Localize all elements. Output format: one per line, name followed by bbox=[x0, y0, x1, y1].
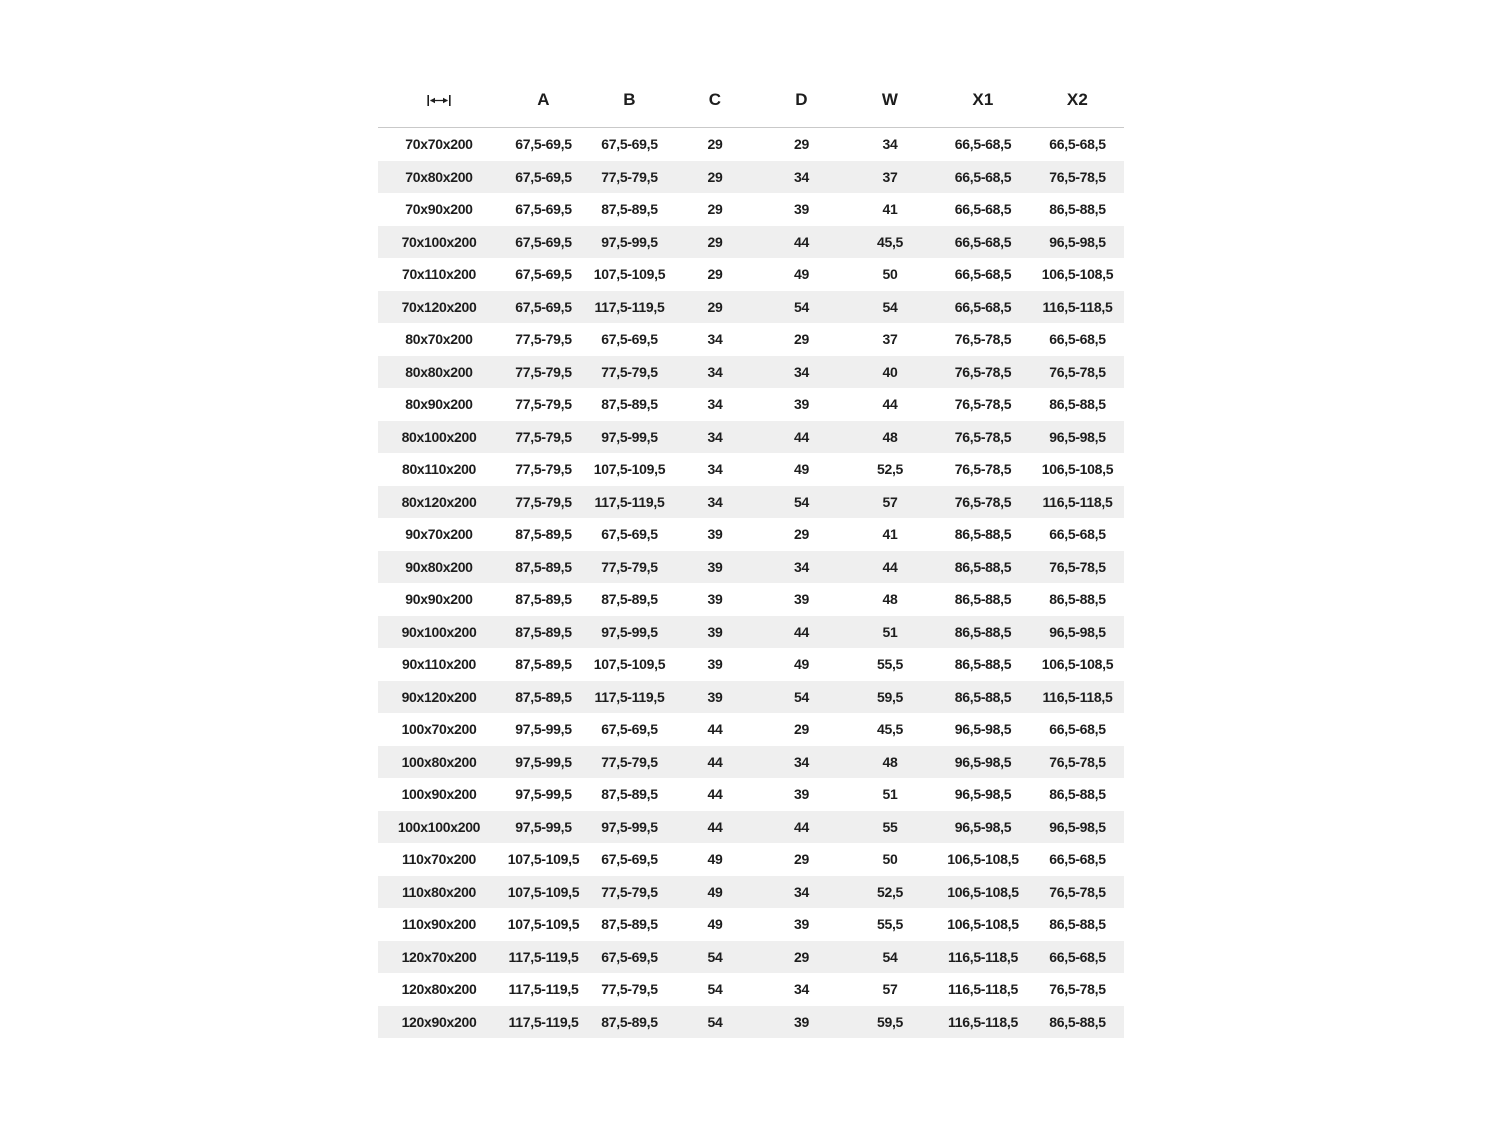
value-cell: 77,5-79,5 bbox=[515, 363, 572, 380]
value-cell: 87,5-89,5 bbox=[515, 688, 572, 705]
value-cell: 34 bbox=[707, 461, 723, 478]
value-cell: 39 bbox=[707, 623, 723, 640]
value-cell: 116,5-118,5 bbox=[1042, 298, 1113, 315]
table-row bbox=[378, 681, 1124, 714]
value-cell: 96,5-98,5 bbox=[1049, 233, 1106, 250]
value-cell: 76,5-78,5 bbox=[954, 493, 1012, 510]
value-cell: 96,5-98,5 bbox=[1049, 428, 1106, 445]
value-cell: 66,5-68,5 bbox=[954, 266, 1012, 283]
value-cell: 34 bbox=[707, 428, 723, 445]
value-cell: 39 bbox=[794, 591, 809, 608]
value-cell: 66,5-68,5 bbox=[954, 201, 1012, 218]
table-row bbox=[378, 161, 1124, 194]
value-cell: 67,5-69,5 bbox=[601, 721, 658, 738]
table-row bbox=[378, 226, 1124, 259]
value-cell: 76,5-78,5 bbox=[1049, 753, 1106, 770]
table-row bbox=[378, 1006, 1124, 1039]
value-cell: 44 bbox=[794, 623, 809, 640]
table-row bbox=[378, 421, 1124, 454]
value-cell: 48 bbox=[882, 753, 898, 770]
value-cell: 77,5-79,5 bbox=[601, 883, 658, 900]
table-row bbox=[378, 908, 1124, 941]
value-cell: 106,5-108,5 bbox=[947, 883, 1019, 900]
value-cell: 87,5-89,5 bbox=[601, 396, 658, 413]
value-cell: 96,5-98,5 bbox=[954, 753, 1012, 770]
value-cell: 48 bbox=[882, 428, 898, 445]
size-cell: 110x70x200 bbox=[401, 851, 477, 868]
column-header-w: W bbox=[881, 90, 899, 109]
value-cell: 107,5-109,5 bbox=[507, 883, 580, 900]
value-cell: 97,5-99,5 bbox=[515, 753, 572, 770]
value-cell: 67,5-69,5 bbox=[515, 136, 572, 153]
table-row bbox=[378, 486, 1124, 519]
value-cell: 86,5-88,5 bbox=[954, 591, 1012, 608]
table-body bbox=[378, 128, 1124, 1038]
size-cell: 70x70x200 bbox=[405, 136, 473, 153]
size-cell: 90x110x200 bbox=[401, 656, 477, 673]
value-cell: 76,5-78,5 bbox=[954, 331, 1012, 348]
value-cell: 67,5-69,5 bbox=[601, 331, 658, 348]
size-cell: 70x90x200 bbox=[405, 201, 473, 218]
value-cell: 76,5-78,5 bbox=[1049, 883, 1106, 900]
value-cell: 96,5-98,5 bbox=[1049, 623, 1106, 640]
value-cell: 39 bbox=[794, 786, 809, 803]
value-cell: 52,5 bbox=[876, 883, 904, 900]
value-cell: 96,5-98,5 bbox=[954, 786, 1012, 803]
table-row bbox=[378, 843, 1124, 876]
size-cell: 90x100x200 bbox=[401, 623, 477, 640]
value-cell: 49 bbox=[707, 883, 723, 900]
value-cell: 66,5-68,5 bbox=[1049, 331, 1106, 348]
size-cell: 80x90x200 bbox=[405, 396, 473, 413]
size-cell: 90x120x200 bbox=[401, 688, 477, 705]
value-cell: 66,5-68,5 bbox=[954, 168, 1012, 185]
size-cell: 90x80x200 bbox=[405, 558, 473, 575]
value-cell: 39 bbox=[794, 916, 809, 933]
value-cell: 29 bbox=[794, 721, 809, 738]
value-cell: 116,5-118,5 bbox=[1042, 688, 1113, 705]
value-cell: 86,5-88,5 bbox=[1049, 396, 1106, 413]
value-cell: 67,5-69,5 bbox=[601, 851, 658, 868]
value-cell: 29 bbox=[794, 851, 809, 868]
value-cell: 44 bbox=[707, 721, 723, 738]
value-cell: 77,5-79,5 bbox=[601, 168, 658, 185]
value-cell: 49 bbox=[794, 461, 809, 478]
value-cell: 97,5-99,5 bbox=[515, 721, 572, 738]
value-cell: 44 bbox=[794, 818, 809, 835]
value-cell: 106,5-108,5 bbox=[947, 851, 1019, 868]
size-cell: 110x80x200 bbox=[401, 883, 477, 900]
table-row bbox=[378, 258, 1124, 291]
size-cell: 110x90x200 bbox=[401, 916, 477, 933]
value-cell: 34 bbox=[707, 331, 723, 348]
value-cell: 29 bbox=[794, 526, 809, 543]
value-cell: 49 bbox=[794, 656, 809, 673]
value-cell: 67,5-69,5 bbox=[515, 266, 572, 283]
table-row bbox=[378, 128, 1124, 161]
size-cell: 90x90x200 bbox=[405, 591, 473, 608]
value-cell: 37 bbox=[882, 331, 898, 348]
column-header-a: A bbox=[537, 90, 550, 109]
value-cell: 76,5-78,5 bbox=[954, 363, 1012, 380]
value-cell: 107,5-109,5 bbox=[507, 851, 580, 868]
value-cell: 49 bbox=[707, 916, 723, 933]
value-cell: 41 bbox=[882, 201, 898, 218]
size-cell: 80x120x200 bbox=[401, 493, 477, 510]
size-cell: 120x90x200 bbox=[401, 1013, 477, 1030]
value-cell: 66,5-68,5 bbox=[954, 136, 1012, 153]
value-cell: 86,5-88,5 bbox=[1049, 916, 1106, 933]
value-cell: 59,5 bbox=[876, 1013, 904, 1030]
value-cell: 29 bbox=[707, 233, 723, 250]
value-cell: 86,5-88,5 bbox=[1049, 591, 1106, 608]
value-cell: 39 bbox=[707, 656, 723, 673]
value-cell: 29 bbox=[707, 168, 723, 185]
value-cell: 39 bbox=[794, 201, 809, 218]
size-cell: 100x70x200 bbox=[401, 721, 477, 738]
value-cell: 87,5-89,5 bbox=[515, 558, 572, 575]
value-cell: 55,5 bbox=[876, 656, 904, 673]
value-cell: 39 bbox=[707, 526, 723, 543]
value-cell: 77,5-79,5 bbox=[601, 981, 658, 998]
value-cell: 87,5-89,5 bbox=[601, 201, 658, 218]
value-cell: 45,5 bbox=[876, 721, 904, 738]
table-row bbox=[378, 713, 1124, 746]
size-cell: 70x80x200 bbox=[405, 168, 473, 185]
value-cell: 77,5-79,5 bbox=[515, 428, 572, 445]
value-cell: 116,5-118,5 bbox=[1042, 493, 1113, 510]
value-cell: 77,5-79,5 bbox=[515, 331, 572, 348]
size-cell: 100x90x200 bbox=[401, 786, 477, 803]
table-row bbox=[378, 778, 1124, 811]
value-cell: 34 bbox=[794, 168, 809, 185]
table-row bbox=[378, 876, 1124, 909]
value-cell: 44 bbox=[882, 396, 898, 413]
value-cell: 41 bbox=[882, 526, 898, 543]
value-cell: 117,5-119,5 bbox=[594, 493, 665, 510]
value-cell: 87,5-89,5 bbox=[601, 786, 658, 803]
table-row bbox=[378, 518, 1124, 551]
value-cell: 77,5-79,5 bbox=[601, 558, 658, 575]
size-cell: 70x100x200 bbox=[401, 233, 477, 250]
value-cell: 87,5-89,5 bbox=[601, 591, 658, 608]
dimensions-table bbox=[378, 73, 1124, 1038]
value-cell: 54 bbox=[707, 1013, 723, 1030]
value-cell: 34 bbox=[707, 363, 723, 380]
value-cell: 34 bbox=[882, 136, 898, 153]
table-row bbox=[378, 583, 1124, 616]
value-cell: 51 bbox=[882, 786, 898, 803]
size-cell: 100x80x200 bbox=[401, 753, 477, 770]
value-cell: 116,5-118,5 bbox=[948, 1013, 1018, 1030]
value-cell: 29 bbox=[794, 948, 809, 965]
size-cell: 70x120x200 bbox=[401, 298, 477, 315]
size-cell: 80x100x200 bbox=[401, 428, 477, 445]
table-row bbox=[378, 648, 1124, 681]
value-cell: 107,5-109,5 bbox=[593, 266, 666, 283]
value-cell: 86,5-88,5 bbox=[954, 656, 1012, 673]
value-cell: 97,5-99,5 bbox=[601, 428, 658, 445]
value-cell: 67,5-69,5 bbox=[601, 526, 658, 543]
value-cell: 86,5-88,5 bbox=[1049, 1013, 1106, 1030]
table-row bbox=[378, 323, 1124, 356]
value-cell: 67,5-69,5 bbox=[515, 201, 572, 218]
table-header-row bbox=[378, 73, 1124, 128]
value-cell: 106,5-108,5 bbox=[947, 916, 1019, 933]
value-cell: 51 bbox=[882, 623, 898, 640]
value-cell: 66,5-68,5 bbox=[1049, 948, 1106, 965]
column-header-c: C bbox=[708, 90, 722, 109]
value-cell: 39 bbox=[707, 688, 723, 705]
value-cell: 44 bbox=[794, 428, 809, 445]
table-row bbox=[378, 193, 1124, 226]
value-cell: 106,5-108,5 bbox=[1041, 656, 1114, 673]
value-cell: 55 bbox=[882, 818, 898, 835]
value-cell: 77,5-79,5 bbox=[515, 461, 572, 478]
value-cell: 55,5 bbox=[876, 916, 904, 933]
table-row bbox=[378, 973, 1124, 1006]
value-cell: 117,5-119,5 bbox=[594, 688, 665, 705]
value-cell: 54 bbox=[882, 298, 898, 315]
value-cell: 97,5-99,5 bbox=[601, 818, 658, 835]
value-cell: 34 bbox=[794, 981, 809, 998]
value-cell: 96,5-98,5 bbox=[954, 818, 1012, 835]
value-cell: 106,5-108,5 bbox=[1041, 461, 1114, 478]
value-cell: 107,5-109,5 bbox=[507, 916, 580, 933]
value-cell: 49 bbox=[794, 266, 809, 283]
value-cell: 48 bbox=[882, 591, 898, 608]
value-cell: 77,5-79,5 bbox=[601, 363, 658, 380]
value-cell: 76,5-78,5 bbox=[1049, 981, 1106, 998]
value-cell: 29 bbox=[707, 201, 723, 218]
value-cell: 39 bbox=[707, 558, 723, 575]
value-cell: 66,5-68,5 bbox=[1049, 136, 1106, 153]
value-cell: 54 bbox=[794, 298, 809, 315]
value-cell: 87,5-89,5 bbox=[601, 1013, 658, 1030]
value-cell: 66,5-68,5 bbox=[1049, 851, 1106, 868]
value-cell: 76,5-78,5 bbox=[1049, 558, 1106, 575]
size-cell: 120x80x200 bbox=[401, 981, 477, 998]
value-cell: 50 bbox=[882, 851, 898, 868]
value-cell: 97,5-99,5 bbox=[515, 818, 572, 835]
value-cell: 96,5-98,5 bbox=[1049, 818, 1106, 835]
value-cell: 76,5-78,5 bbox=[954, 461, 1012, 478]
value-cell: 76,5-78,5 bbox=[954, 428, 1012, 445]
value-cell: 87,5-89,5 bbox=[515, 526, 572, 543]
value-cell: 96,5-98,5 bbox=[954, 721, 1012, 738]
value-cell: 76,5-78,5 bbox=[1049, 363, 1106, 380]
value-cell: 67,5-69,5 bbox=[601, 136, 658, 153]
value-cell: 57 bbox=[882, 493, 898, 510]
value-cell: 54 bbox=[707, 948, 723, 965]
value-cell: 34 bbox=[794, 363, 809, 380]
value-cell: 66,5-68,5 bbox=[1049, 721, 1106, 738]
value-cell: 117,5-119,5 bbox=[508, 948, 579, 965]
value-cell: 29 bbox=[794, 136, 809, 153]
value-cell: 39 bbox=[794, 396, 809, 413]
value-cell: 66,5-68,5 bbox=[954, 233, 1012, 250]
value-cell: 86,5-88,5 bbox=[954, 688, 1012, 705]
value-cell: 87,5-89,5 bbox=[515, 623, 572, 640]
size-column-header bbox=[378, 90, 500, 110]
value-cell: 54 bbox=[794, 493, 809, 510]
value-cell: 97,5-99,5 bbox=[515, 786, 572, 803]
value-cell: 97,5-99,5 bbox=[601, 233, 658, 250]
value-cell: 29 bbox=[707, 136, 723, 153]
column-header-b: B bbox=[623, 90, 636, 109]
value-cell: 29 bbox=[794, 331, 809, 348]
value-cell: 107,5-109,5 bbox=[593, 461, 666, 478]
value-cell: 37 bbox=[882, 168, 898, 185]
table-row bbox=[378, 291, 1124, 324]
column-header-x1: X1 bbox=[972, 90, 994, 109]
value-cell: 34 bbox=[707, 396, 723, 413]
value-cell: 44 bbox=[707, 786, 723, 803]
value-cell: 86,5-88,5 bbox=[954, 623, 1012, 640]
value-cell: 77,5-79,5 bbox=[601, 753, 658, 770]
value-cell: 67,5-69,5 bbox=[515, 233, 572, 250]
table-row bbox=[378, 746, 1124, 779]
value-cell: 52,5 bbox=[876, 461, 904, 478]
value-cell: 117,5-119,5 bbox=[508, 1013, 579, 1030]
table-row bbox=[378, 941, 1124, 974]
column-header-x2: X2 bbox=[1066, 90, 1089, 109]
size-cell: 120x70x200 bbox=[401, 948, 477, 965]
value-cell: 50 bbox=[882, 266, 898, 283]
value-cell: 86,5-88,5 bbox=[954, 526, 1012, 543]
value-cell: 34 bbox=[794, 558, 809, 575]
table-row bbox=[378, 356, 1124, 389]
table-row bbox=[378, 453, 1124, 486]
value-cell: 87,5-89,5 bbox=[515, 656, 572, 673]
value-cell: 67,5-69,5 bbox=[515, 168, 572, 185]
value-cell: 44 bbox=[707, 753, 723, 770]
value-cell: 39 bbox=[794, 1013, 809, 1030]
table-row bbox=[378, 811, 1124, 844]
horizontal-dimension-icon bbox=[427, 90, 451, 109]
value-cell: 29 bbox=[707, 266, 723, 283]
value-cell: 107,5-109,5 bbox=[593, 656, 666, 673]
value-cell: 44 bbox=[707, 818, 723, 835]
value-cell: 76,5-78,5 bbox=[1049, 168, 1106, 185]
value-cell: 54 bbox=[882, 948, 898, 965]
value-cell: 34 bbox=[794, 753, 809, 770]
value-cell: 54 bbox=[707, 981, 723, 998]
value-cell: 86,5-88,5 bbox=[954, 558, 1012, 575]
value-cell: 66,5-68,5 bbox=[1049, 526, 1106, 543]
value-cell: 44 bbox=[794, 233, 809, 250]
value-cell: 116,5-118,5 bbox=[948, 981, 1018, 998]
size-cell: 80x110x200 bbox=[401, 461, 477, 478]
value-cell: 40 bbox=[882, 363, 898, 380]
size-cell: 70x110x200 bbox=[401, 266, 477, 283]
value-cell: 54 bbox=[794, 688, 809, 705]
size-cell: 100x100x200 bbox=[397, 818, 481, 835]
value-cell: 87,5-89,5 bbox=[601, 916, 658, 933]
value-cell: 34 bbox=[794, 883, 809, 900]
value-cell: 59,5 bbox=[876, 688, 904, 705]
table-row bbox=[378, 616, 1124, 649]
value-cell: 86,5-88,5 bbox=[1049, 786, 1106, 803]
size-cell: 80x80x200 bbox=[405, 363, 473, 380]
table-row bbox=[378, 388, 1124, 421]
value-cell: 106,5-108,5 bbox=[1041, 266, 1114, 283]
value-cell: 39 bbox=[707, 591, 723, 608]
size-cell: 90x70x200 bbox=[405, 526, 473, 543]
value-cell: 49 bbox=[707, 851, 723, 868]
value-cell: 97,5-99,5 bbox=[601, 623, 658, 640]
value-cell: 44 bbox=[882, 558, 898, 575]
value-cell: 66,5-68,5 bbox=[954, 298, 1012, 315]
value-cell: 117,5-119,5 bbox=[594, 298, 665, 315]
value-cell: 57 bbox=[882, 981, 898, 998]
value-cell: 117,5-119,5 bbox=[508, 981, 579, 998]
value-cell: 77,5-79,5 bbox=[515, 493, 572, 510]
value-cell: 116,5-118,5 bbox=[948, 948, 1018, 965]
size-cell: 80x70x200 bbox=[405, 331, 473, 348]
value-cell: 67,5-69,5 bbox=[601, 948, 658, 965]
value-cell: 29 bbox=[707, 298, 723, 315]
value-cell: 45,5 bbox=[876, 233, 904, 250]
value-cell: 67,5-69,5 bbox=[515, 298, 572, 315]
value-cell: 86,5-88,5 bbox=[1049, 201, 1106, 218]
value-cell: 76,5-78,5 bbox=[954, 396, 1012, 413]
table-row bbox=[378, 551, 1124, 584]
value-cell: 34 bbox=[707, 493, 723, 510]
value-cell: 77,5-79,5 bbox=[515, 396, 572, 413]
value-cell: 87,5-89,5 bbox=[515, 591, 572, 608]
column-header-d: D bbox=[795, 90, 808, 109]
